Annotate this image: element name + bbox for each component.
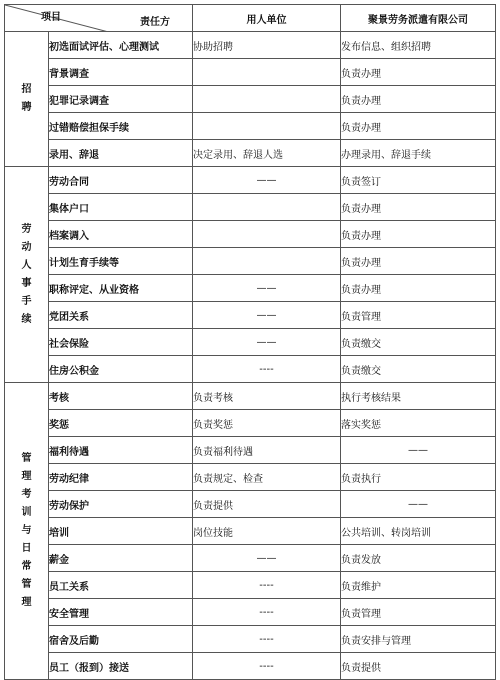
agency-cell: 负责提供	[341, 653, 496, 680]
table-row	[5, 140, 496, 167]
item-cell: 考核	[49, 383, 193, 410]
category-label: 劳动人事手续	[21, 223, 32, 325]
employer-cell: ——	[193, 329, 341, 356]
table-row	[5, 113, 496, 140]
item-cell: 宿舍及后勤	[49, 626, 193, 653]
item-cell: 培训	[49, 518, 193, 545]
agency-cell: 负责办理	[341, 113, 496, 140]
agency-cell: 负责办理	[341, 275, 496, 302]
table-row	[5, 653, 496, 680]
employer-cell: 决定录用、辞退人选	[193, 140, 341, 167]
agency-cell: 负责签订	[341, 167, 496, 194]
table-row	[5, 383, 496, 410]
agency-cell: 负责管理	[341, 599, 496, 626]
agency-cell: 发布信息、组织招聘	[341, 32, 496, 59]
table-row	[5, 410, 496, 437]
item-cell: 员工（报到）接送	[49, 653, 193, 680]
table-row	[5, 221, 496, 248]
employer-cell: ——	[193, 275, 341, 302]
employer-cell	[193, 248, 341, 275]
employer-column-header: 用人单位	[193, 5, 341, 32]
item-cell: 背景调查	[49, 59, 193, 86]
table-row	[5, 545, 496, 572]
agency-cell: 负责执行	[341, 464, 496, 491]
employer-cell: 负责提供	[193, 491, 341, 518]
category-label: 管理考训与日常管理	[21, 453, 32, 608]
table-row	[5, 194, 496, 221]
table-row	[5, 572, 496, 599]
employer-cell: ----	[193, 653, 341, 680]
category-cell	[5, 167, 49, 383]
employer-cell: 负责奖惩	[193, 410, 341, 437]
employer-cell: 协助招聘	[193, 32, 341, 59]
item-cell: 过错赔偿担保手续	[49, 113, 193, 140]
agency-cell: 负责办理	[341, 86, 496, 113]
agency-cell: 执行考核结果	[341, 383, 496, 410]
employer-cell	[193, 86, 341, 113]
table-row	[5, 167, 496, 194]
agency-cell: 负责发放	[341, 545, 496, 572]
agency-cell: 负责维护	[341, 572, 496, 599]
table-row	[5, 599, 496, 626]
item-cell: 社会保险	[49, 329, 193, 356]
employer-cell: 负责考核	[193, 383, 341, 410]
category-cell	[5, 32, 49, 167]
table-row	[5, 518, 496, 545]
employer-cell: ----	[193, 356, 341, 383]
header-corner-cell	[5, 5, 193, 32]
agency-cell: 负责安排与管理	[341, 626, 496, 653]
item-cell: 劳动纪律	[49, 464, 193, 491]
table-row	[5, 302, 496, 329]
employer-cell: ——	[193, 167, 341, 194]
employer-cell: ----	[193, 626, 341, 653]
employer-cell: 负责福利待遇	[193, 437, 341, 464]
agency-cell: 办理录用、辞退手续	[341, 140, 496, 167]
agency-cell: 负责缴交	[341, 329, 496, 356]
employer-cell: ----	[193, 572, 341, 599]
agency-cell: ——	[341, 491, 496, 518]
item-cell: 职称评定、从业资格	[49, 275, 193, 302]
employer-cell: 负责规定、检查	[193, 464, 341, 491]
table-row	[5, 329, 496, 356]
item-cell: 薪金	[49, 545, 193, 572]
table-row	[5, 464, 496, 491]
employer-cell	[193, 194, 341, 221]
table-row	[5, 59, 496, 86]
employer-cell: ——	[193, 545, 341, 572]
category-label: 招聘	[21, 84, 32, 113]
table-row	[5, 491, 496, 518]
item-cell: 劳动保护	[49, 491, 193, 518]
agency-cell: 负责办理	[341, 221, 496, 248]
item-cell: 计划生育手续等	[49, 248, 193, 275]
agency-cell: 负责缴交	[341, 356, 496, 383]
table-row	[5, 356, 496, 383]
item-cell: 员工关系	[49, 572, 193, 599]
employer-cell: ——	[193, 302, 341, 329]
table-row	[5, 437, 496, 464]
employer-cell	[193, 113, 341, 140]
item-cell: 初选面试评估、心理测试	[49, 32, 193, 59]
table-row	[5, 86, 496, 113]
header-row	[5, 5, 496, 32]
item-cell: 劳动合同	[49, 167, 193, 194]
agency-cell: 负责办理	[341, 59, 496, 86]
item-cell: 安全管理	[49, 599, 193, 626]
employer-cell: 岗位技能	[193, 518, 341, 545]
responsibility-table	[4, 4, 496, 680]
responsible-party-label: 责任方	[140, 17, 170, 28]
agency-column-header: 聚景劳务派遣有限公司	[341, 5, 496, 32]
item-cell: 住房公积金	[49, 356, 193, 383]
agency-cell: 落实奖惩	[341, 410, 496, 437]
item-cell: 集体户口	[49, 194, 193, 221]
item-cell: 党团关系	[49, 302, 193, 329]
item-label: 项目	[41, 12, 61, 23]
employer-cell: ----	[193, 599, 341, 626]
item-cell: 档案调入	[49, 221, 193, 248]
item-cell: 福利待遇	[49, 437, 193, 464]
employer-cell	[193, 59, 341, 86]
item-cell: 奖惩	[49, 410, 193, 437]
agency-cell: 负责办理	[341, 248, 496, 275]
table-row	[5, 275, 496, 302]
agency-cell: 负责办理	[341, 194, 496, 221]
table-row	[5, 32, 496, 59]
agency-cell: 公共培训、转岗培训	[341, 518, 496, 545]
agency-cell: 负责管理	[341, 302, 496, 329]
table-row	[5, 626, 496, 653]
employer-cell	[193, 221, 341, 248]
item-cell: 录用、辞退	[49, 140, 193, 167]
agency-cell: ——	[341, 437, 496, 464]
category-cell	[5, 383, 49, 680]
table-row	[5, 248, 496, 275]
item-cell: 犯罪记录调查	[49, 86, 193, 113]
